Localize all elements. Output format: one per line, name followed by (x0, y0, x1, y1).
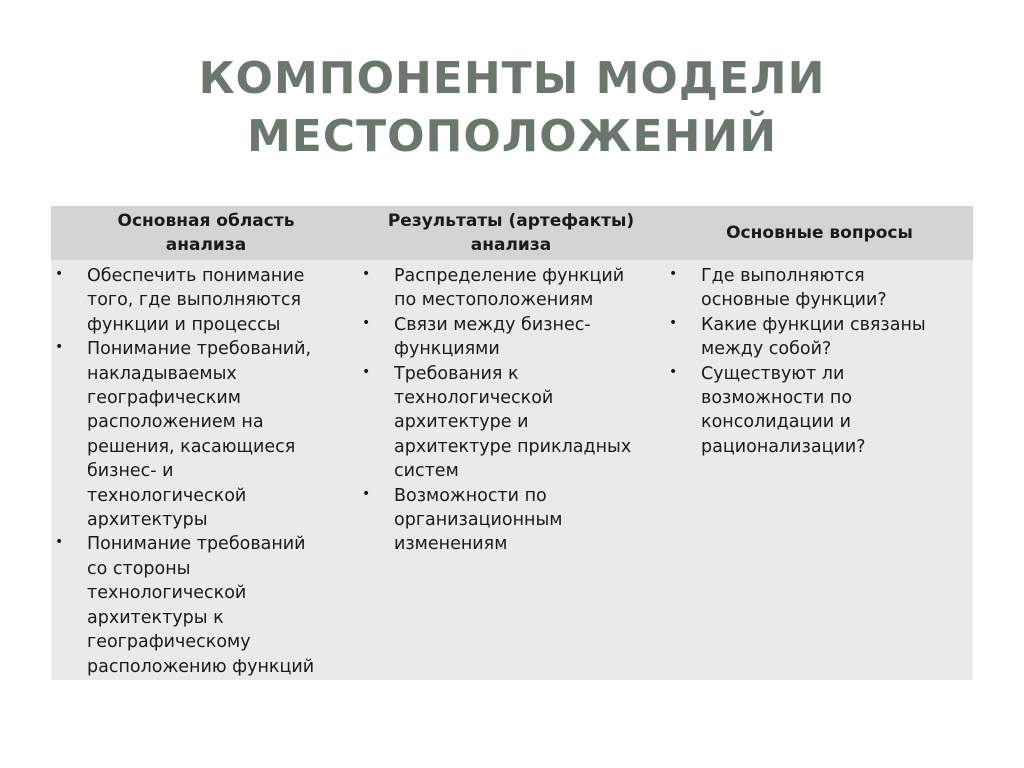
list-item-text: Обеспечить понимание того, где выполняются функции и процессы (87, 266, 305, 335)
slide-title-line-2: МЕСТОПОЛОЖЕНИЙ (246, 111, 778, 162)
table-header-row (51, 206, 973, 260)
header-main-questions-label: Основные вопросы (726, 223, 913, 243)
bullet-icon: • (362, 314, 371, 331)
components-table (51, 206, 973, 680)
list-item (51, 337, 351, 532)
list-item (665, 313, 970, 362)
list-item (358, 313, 663, 362)
bullet-icon: • (669, 266, 678, 282)
list-item (665, 362, 970, 460)
header-analysis-results (356, 206, 666, 260)
header-main-analysis-area (51, 206, 361, 260)
bullet-icon: • (362, 485, 371, 502)
list-item (51, 532, 351, 678)
list-item-text: Возможности по организационным изменениям (394, 485, 563, 555)
list-item-text: Распределение функций по местоположениям (394, 266, 625, 311)
bullet-icon: • (362, 363, 371, 380)
list-item (358, 362, 663, 484)
bullet-icon: • (362, 266, 371, 282)
bullet-icon: • (55, 266, 64, 282)
bullet-icon: • (55, 534, 64, 551)
slide-title-line-1: КОМПОНЕНТЫ МОДЕЛИ (198, 53, 826, 104)
list-item-text: Связи между бизнес- функциями (394, 314, 591, 360)
column-analysis-results (358, 264, 663, 557)
header-analysis-results-label: Результаты (артефакты) анализа (387, 211, 635, 255)
column-main-analysis-area (51, 264, 351, 679)
bullet-icon: • (669, 363, 678, 380)
list-item-text: Требования к технологической архитектуре и архитектуре прикладных систем (394, 363, 632, 482)
list-item (358, 264, 663, 313)
list-item (51, 264, 351, 337)
column-main-questions (665, 264, 970, 459)
list-item (358, 484, 663, 557)
list-item-text: Понимание требований, накладываемых географическим расположением на решения, касающиеся бизнес- и технологической архитектуры (87, 339, 312, 531)
slide-title (0, 50, 1024, 166)
list-item-text: Понимание требований со стороны технологической архитектуры к географическому расположению функций (87, 534, 315, 677)
header-main-questions (666, 206, 973, 260)
list-item (665, 264, 970, 313)
list-item-text: Существуют ли возможности по консолидации и рационализации? (701, 363, 866, 457)
bullet-icon: • (669, 314, 678, 331)
list-item-text: Какие функции связаны между собой? (701, 314, 926, 360)
header-main-analysis-area-label: Основная область анализа (117, 211, 295, 255)
list-item-text: Где выполняются основные функции? (701, 266, 887, 311)
bullet-icon: • (55, 339, 64, 356)
